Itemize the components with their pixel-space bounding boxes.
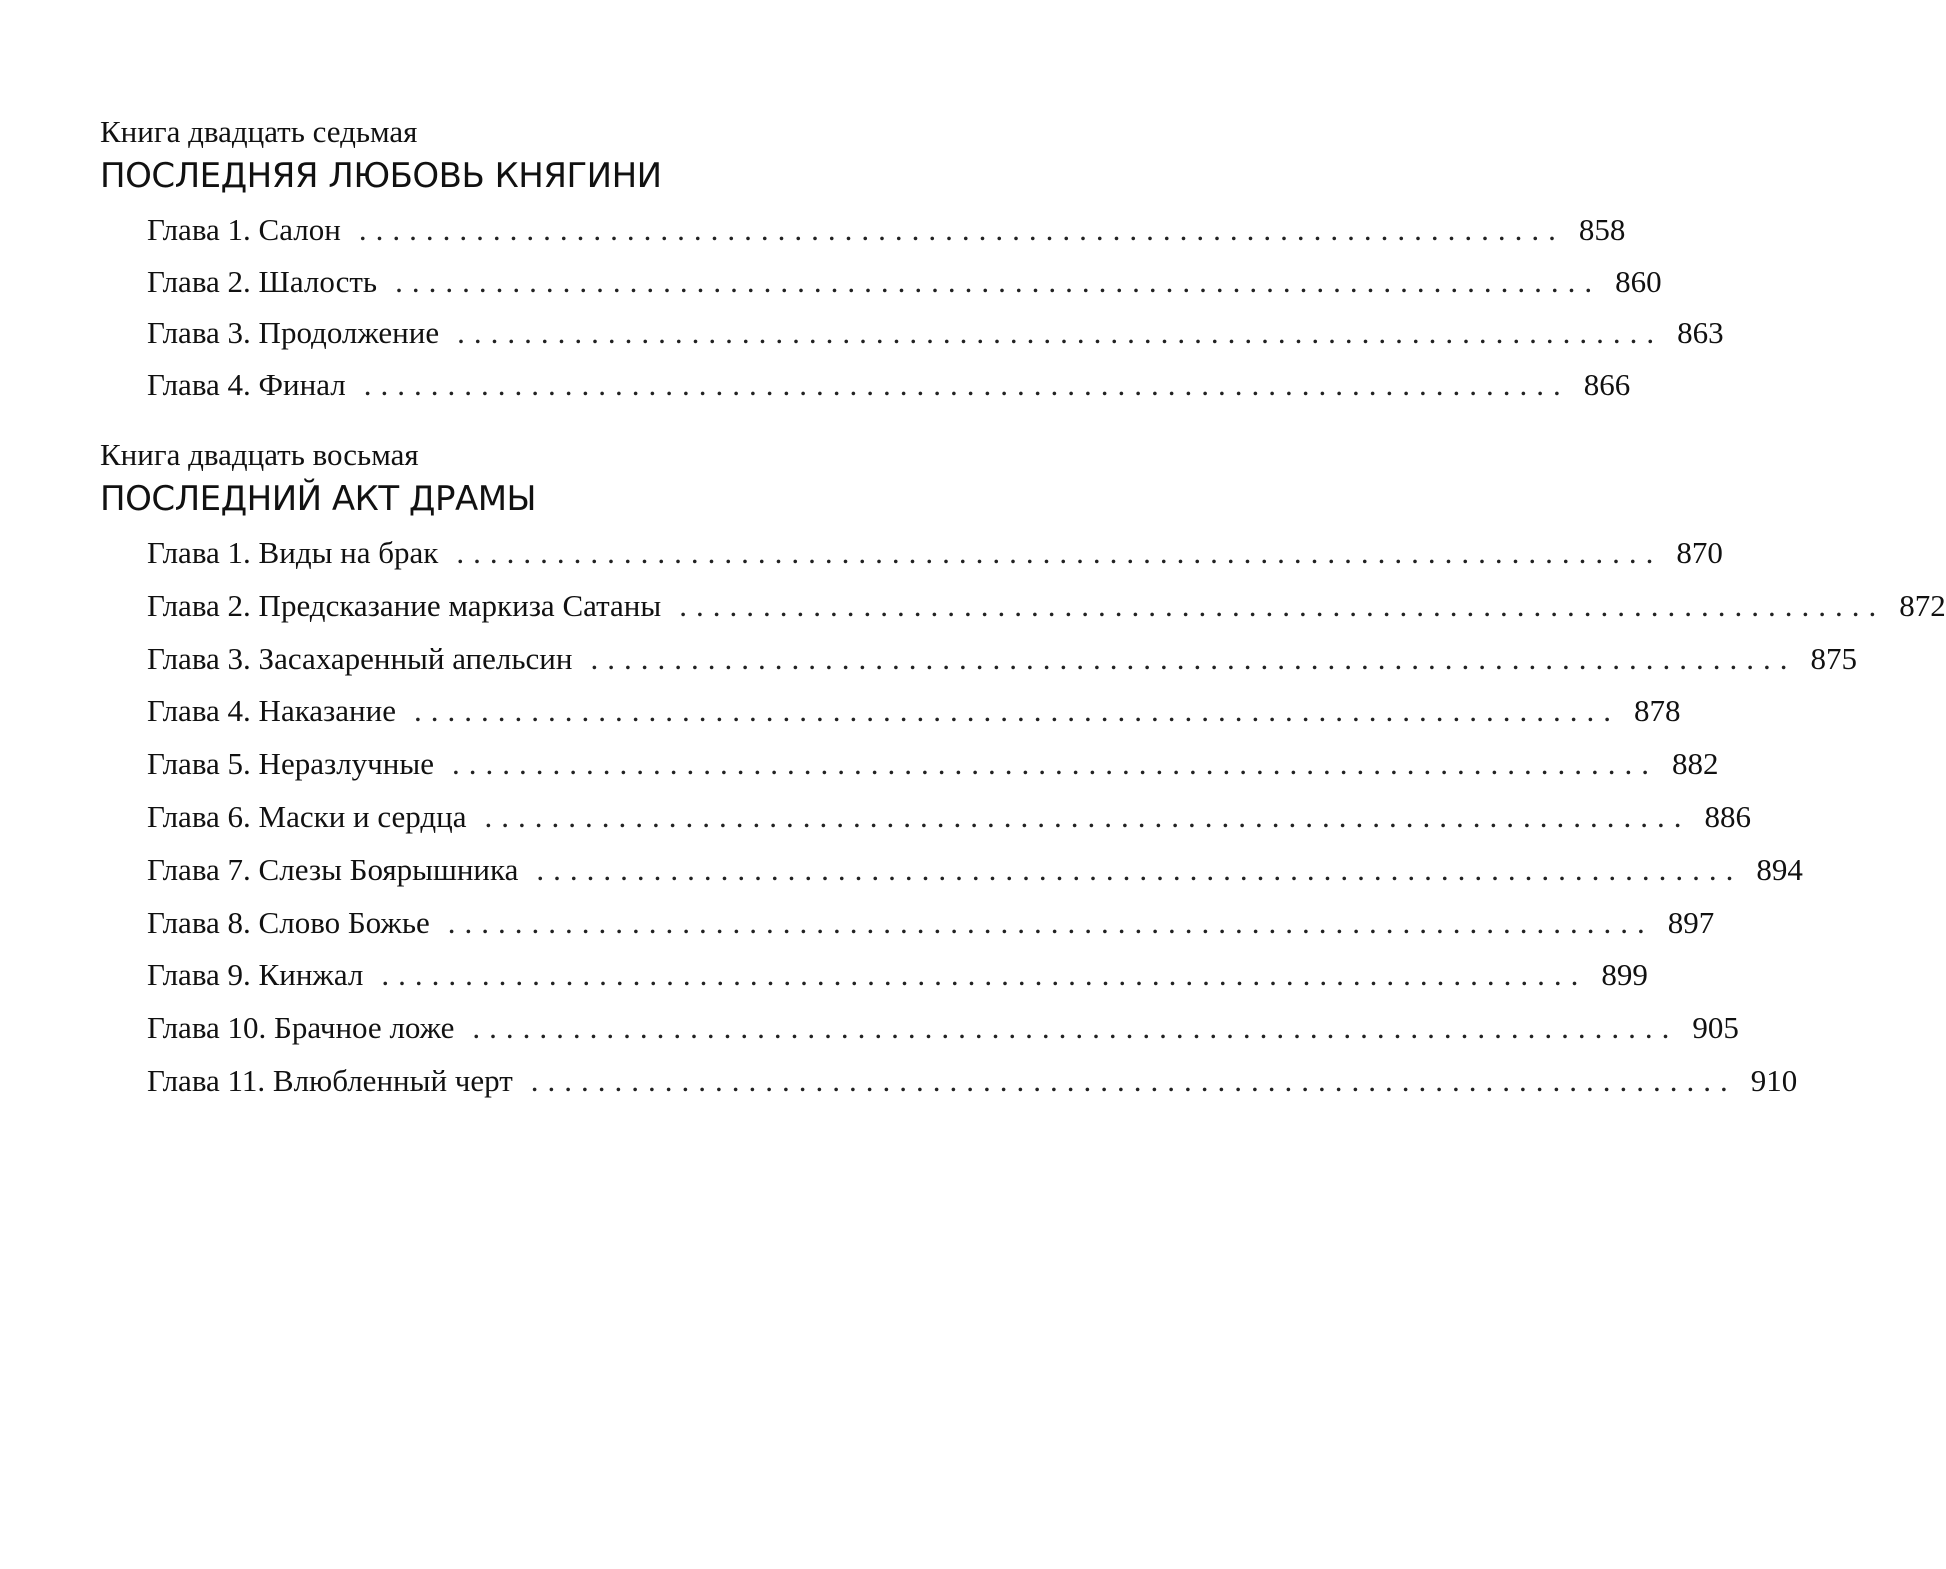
dot-leader: ........................................................................ (447, 904, 1654, 940)
dot-leader: ........................................................................ (472, 1010, 1679, 1046)
toc-entry[interactable] (147, 633, 1857, 686)
page-number: 875 (1810, 640, 1857, 676)
book-label: Книга двадцать восьмая (100, 437, 419, 472)
chapter-title: Глава 7. Слезы Боярышника (147, 851, 519, 887)
chapter-title: Глава 3. Засахаренный апельсин (147, 640, 573, 676)
dot-leader: ........................................................................ (530, 1062, 1737, 1098)
chapter-title: Глава 1. Салон (147, 212, 341, 247)
chapter-title: Глава 4. Финал (147, 366, 346, 402)
toc-entry[interactable] (147, 307, 1724, 359)
chapter-title: Глава 6. Маски и сердца (147, 798, 467, 834)
page-number: 886 (1704, 798, 1751, 834)
chapter-title: Глава 8. Слово Божье (147, 904, 430, 940)
chapter-title: Глава 2. Предсказание маркиза Сатаны (147, 587, 662, 623)
chapter-title: Глава 9. Кинжал (147, 957, 364, 993)
page-number: 910 (1750, 1062, 1798, 1098)
page-number: 899 (1601, 957, 1648, 993)
toc-entry[interactable] (147, 359, 1631, 411)
toc-entry[interactable] (147, 204, 1626, 256)
toc-entry[interactable] (147, 738, 1719, 791)
chapter-title: Глава 5. Неразлучные (147, 746, 434, 782)
page-number: 860 (1615, 263, 1662, 299)
toc-entry[interactable] (147, 685, 1681, 738)
page-number: 872 (1899, 587, 1946, 623)
book-label: Книга двадцать седьмая (100, 114, 418, 149)
chapter-title: Глава 1. Виды на брак (147, 535, 439, 570)
chapter-list (100, 204, 1724, 410)
toc-entry[interactable] (147, 844, 1803, 897)
page-number: 863 (1677, 315, 1724, 350)
toc-entry[interactable] (147, 580, 1946, 633)
toc-entry[interactable] (147, 527, 1723, 580)
dot-leader: ........................................................................ (414, 693, 1620, 729)
page-number: 870 (1676, 535, 1723, 570)
toc-entry[interactable] (147, 791, 1751, 844)
toc-entry[interactable] (147, 949, 1648, 1002)
book-title: ПОСЛЕДНИЙ АКТ ДРАМЫ (100, 479, 537, 519)
dot-leader: ........................................................................ (484, 798, 1691, 834)
book-title: ПОСЛЕДНЯЯ ЛЮБОВЬ КНЯГИНИ (100, 156, 662, 196)
dot-leader: ........................................................................ (590, 640, 1797, 676)
page-number: 878 (1634, 693, 1681, 729)
page-number: 866 (1583, 366, 1631, 402)
dot-leader: ........................................................................ (381, 957, 1588, 993)
chapter-title: Глава 10. Брачное ложе (147, 1010, 455, 1046)
dot-leader: ........................................................................ (451, 746, 1658, 782)
chapter-title: Глава 2. Шалость (147, 263, 378, 299)
dot-leader: ........................................................................ (679, 587, 1886, 623)
dot-leader: ........................................................................ (536, 851, 1743, 887)
dot-leader: ........................................................................ (358, 212, 1565, 247)
dot-leader: ........................................................................ (456, 535, 1663, 570)
page-number: 894 (1756, 851, 1803, 887)
page-number: 858 (1578, 212, 1626, 247)
book-28 (100, 435, 1946, 1108)
chapter-title: Глава 11. Влюбленный черт (147, 1062, 513, 1098)
chapter-title: Глава 3. Продолжение (147, 315, 440, 350)
chapter-list (100, 527, 1946, 1108)
toc-entry[interactable] (147, 256, 1662, 308)
toc-entry[interactable] (147, 1055, 1798, 1108)
toc-entry[interactable] (147, 897, 1715, 950)
page-number: 905 (1692, 1010, 1739, 1046)
page-number: 897 (1667, 904, 1715, 940)
toc-entry[interactable] (147, 1002, 1739, 1055)
page-number: 882 (1671, 746, 1719, 782)
dot-leader: ........................................................................ (457, 315, 1664, 350)
dot-leader: ........................................................................ (395, 263, 1602, 299)
book-27 (100, 112, 1724, 410)
chapter-title: Глава 4. Наказание (147, 693, 396, 729)
dot-leader: ........................................................................ (363, 366, 1570, 402)
